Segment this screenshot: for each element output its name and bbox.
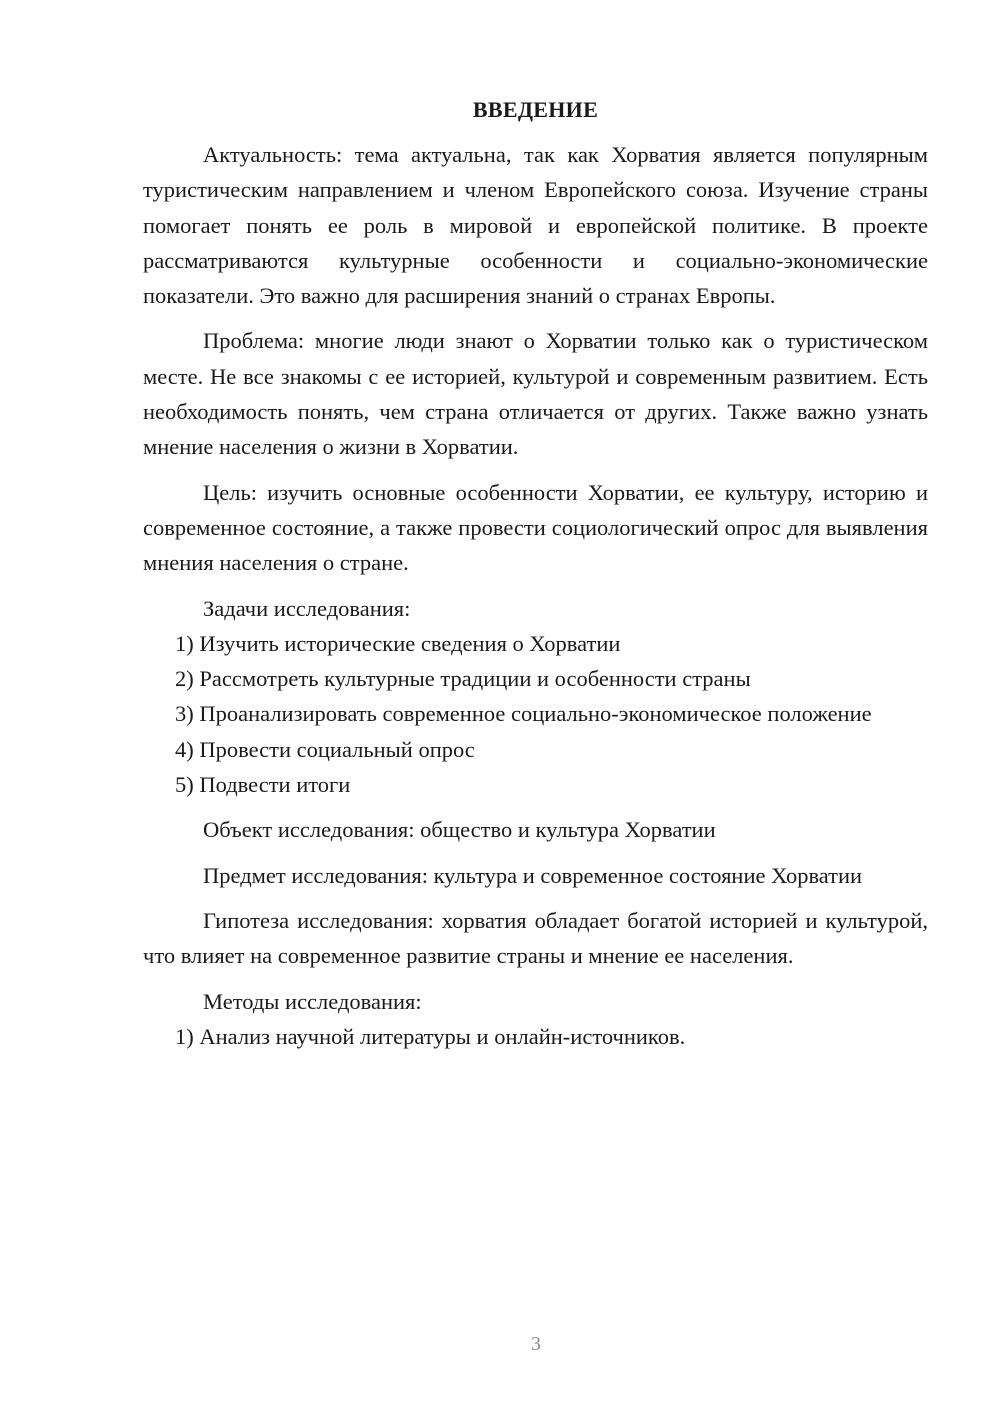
hypothesis-paragraph: Гипотеза исследования: хорватия обладает богатой историей и культурой, что влияет на современное развитие страны и мнение ее населения. [143, 907, 928, 969]
document-page [143, 92, 928, 1054]
goal-paragraph: Цель: изучить основные особенности Хорватии, ее культуру, историю и современное состояние, а также провести социологический опрос для выявления мнения населения о стране. [143, 479, 928, 576]
problem-paragraph: Проблема: многие люди знают о Хорватии только как о туристическом месте. Не все знакомы с ее историей, культурой и современным развитием. Есть необходимость понять, чем страна отличается от других. Также важно узнать мнение населения о жизни в Хорватии. [143, 328, 928, 460]
method-item: 1) Анализ научной литературы и онлайн-источников. [175, 1023, 686, 1049]
page-number: 3 [531, 1333, 541, 1355]
task-item: 2) Рассмотреть культурные традиции и особенности страны [175, 666, 751, 692]
section-title: ВВЕДЕНИЕ [472, 97, 599, 122]
tasks-heading: Задачи исследования: [203, 595, 411, 621]
task-item: 4) Провести социальный опрос [175, 736, 475, 762]
object-paragraph: Объект исследования: общество и культура Хорватии [203, 817, 716, 843]
subject-paragraph: Предмет исследования: культура и современное состояние Хорватии [203, 862, 863, 888]
methods-heading: Методы исследования: [203, 988, 422, 1014]
task-item: 1) Изучить исторические сведения о Хорватии [175, 630, 621, 656]
task-item: 5) Подвести итоги [175, 772, 351, 798]
relevance-paragraph: Актуальность: тема актуальна, так как Хорватия является популярным туристическим направлением и членом Европейского союза. Изучение страны помогает понять ее роль в мировой и европейской политике. В проекте рассматриваются культурные особенности и социально-экономические показатели. Это важно для расширения знаний о странах Европы. [143, 142, 928, 309]
task-item: 3) Проанализировать современное социально-экономическое положение [175, 701, 872, 727]
